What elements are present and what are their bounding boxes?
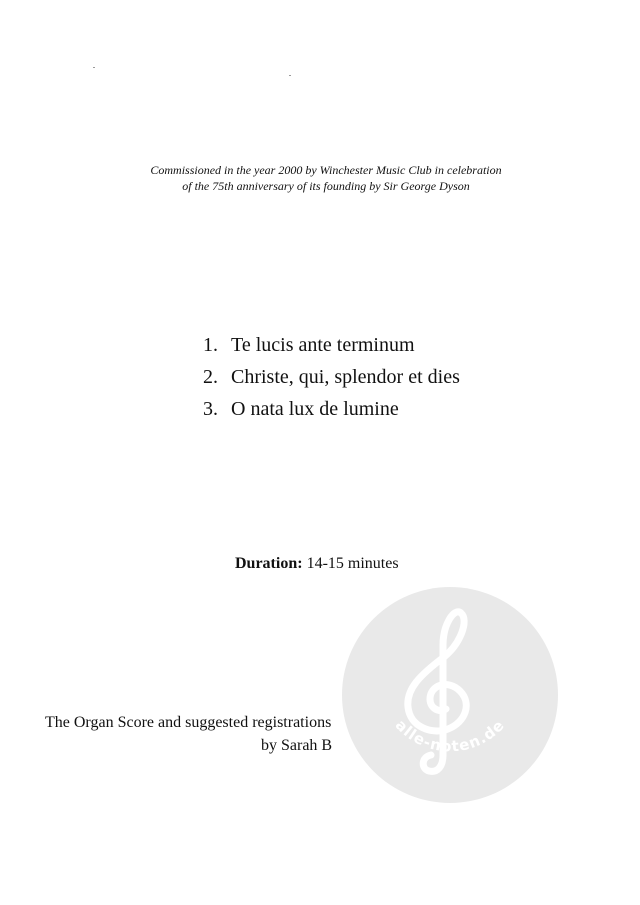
organ-note-line-2: by Sarah B <box>261 737 333 754</box>
movement-item <box>203 329 460 361</box>
movement-list <box>203 329 460 425</box>
duration-line <box>235 555 399 573</box>
movement-title: Te lucis ante terminum <box>231 334 415 356</box>
movement-item <box>203 393 460 425</box>
commission-line-2: of the 75th anniversary of its founding by Sir George Dyson <box>182 179 470 193</box>
movement-title: Christe, qui, splendor et dies <box>231 366 460 388</box>
duration-value: 14-15 minutes <box>306 555 399 572</box>
movement-number: 1. <box>203 334 218 356</box>
movement-item <box>203 361 460 393</box>
paper-speck <box>289 75 291 76</box>
watermark-logo <box>340 585 560 805</box>
movement-title: O nata lux de lumine <box>231 398 399 420</box>
commission-note <box>0 162 640 194</box>
commission-line-1: Commissioned in the year 2000 by Winchester Music Club in celebration <box>150 163 502 177</box>
movement-number: 2. <box>203 366 218 388</box>
movement-number: 3. <box>203 398 218 420</box>
watermark-text: alle-noten.de <box>391 715 509 756</box>
paper-speck <box>93 67 95 68</box>
duration-label: Duration: <box>235 555 303 572</box>
organ-note-line-1: The Organ Score and suggested registrations <box>45 714 332 731</box>
